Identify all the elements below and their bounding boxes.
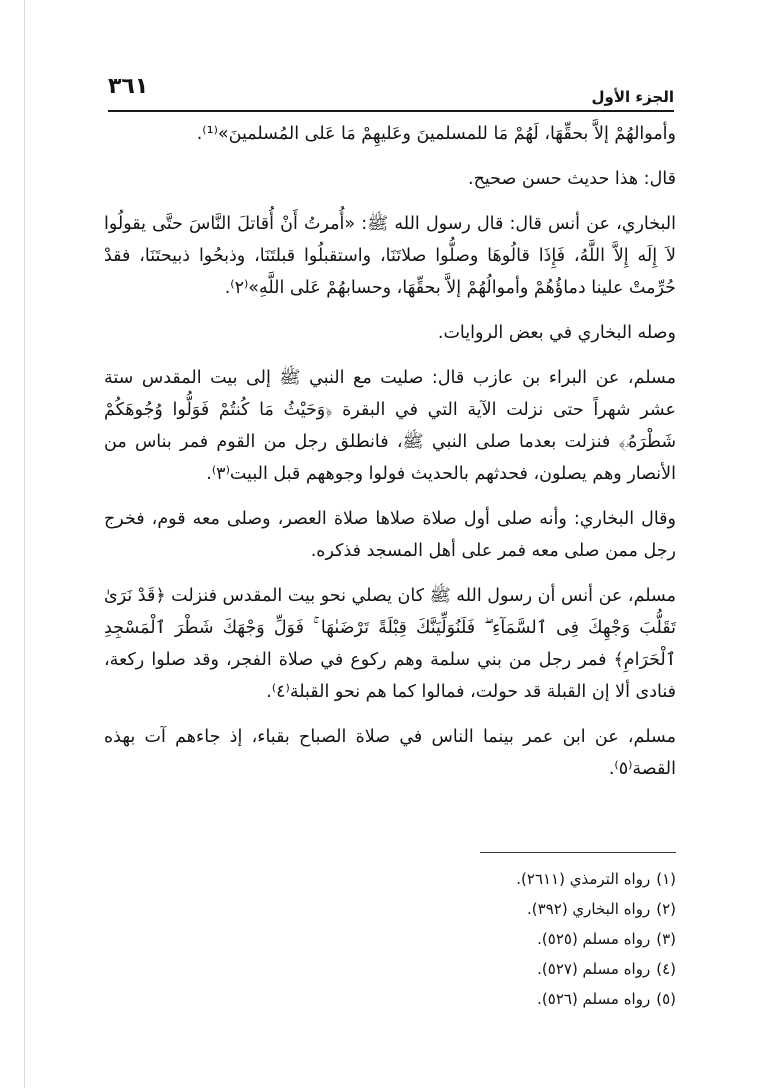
footnote-number: (٣): [656, 930, 676, 948]
footnote-text: رواه الترمذي (٢٦١١).: [516, 870, 651, 888]
paragraph-4: وصله البخاري في بعض الروايات.: [437, 323, 676, 343]
paragraph-8: مسلم، عن ابن عمر بينما الناس في صلاة الصباح بقباء، إذ جاءهم آت بهذه القصة⁽٥⁾.: [104, 727, 676, 779]
footnote-rule: [480, 852, 676, 853]
footnote-text: رواه البخاري (٣٩٢).: [527, 900, 651, 918]
footnote-number: (٢): [656, 900, 676, 918]
footnote-text: رواه مسلم (٥٢٦).: [537, 990, 651, 1008]
paragraph-6: وقال البخاري: وأنه صلى أول صلاة صلاها صلاة العصر، وصلى معه قوم، فخرج رجل ممن صلى معه فمر على أهل المسجد فذكره.: [104, 509, 676, 561]
paragraph-5: مسلم، عن البراء بن عازب قال: صليت مع النبي ﷺ إلى بيت المقدس ستة عشر شهراً حتى نزلت الآية التي في البقرة ﴿وَحَيْثُ مَا كُنتُمْ فَوَلُّوا وُجُوهَكُمْ شَطْرَهُۥ﴾ فنزلت بعدما صلى النبي ﷺ، فانطلق رجل من القوم فمر بناس من الأنصار وهم يصلون، فحدثهم بالحديث فولوا وجوههم قبل البيت⁽٣⁾.: [104, 368, 676, 484]
footnotes: [376, 864, 676, 1014]
footnote-item: [376, 864, 676, 894]
footnote-text: رواه مسلم (٥٢٥).: [537, 930, 651, 948]
footnote-number: (١): [656, 870, 676, 888]
footnote-item: [376, 924, 676, 954]
body-text: [104, 118, 676, 798]
footnote-text: رواه مسلم (٥٢٧).: [537, 960, 651, 978]
running-title: الجزء الأول: [591, 88, 674, 106]
page-number: ٣٦١: [108, 74, 149, 99]
page-edge-line: [24, 0, 25, 1088]
paragraph-1: وأموالهُمْ إلاَّ بحقِّهَا، لَهُمْ مَا للمسلمينَ وعَليهِمْ مَا عَلى المُسلمينَ»⁽¹⁾.: [196, 124, 676, 144]
paragraph-3: البخاري، عن أنس قال: قال رسول الله ﷺ: «أُمرتُ أَنْ أُقاتلَ النَّاسَ حتَّى يقولُوا لاَ إِلَه إِلاَّ اللَّهُ، فَإِذَا قالُوهَا وصلُّوا صلاتَنَا، واستقبلُوا قبلتَنَا، وذبحُوا ذبيحتَنَا، فقدْ حُرِّمتْ علينا دماؤُهُمْ وأموالُهُمْ إلاَّ بحقِّهَا، وحسابهُمْ عَلى اللَّهِ»⁽٢⁾.: [104, 214, 676, 298]
footnote-item: [376, 984, 676, 1014]
footnote-item: [376, 894, 676, 924]
page-header: [108, 74, 674, 108]
footnote-item: [376, 954, 676, 984]
footnote-number: (٥): [656, 990, 676, 1008]
paragraph-7: مسلم، عن أنس أن رسول الله ﷺ كان يصلي نحو بيت المقدس فنزلت ﴿قَدْ نَرَىٰ تَقَلُّبَ وَجْهِكَ فِى ٱلسَّمَآءِ ۖ فَلَنُوَلِّيَنَّكَ قِبْلَةً تَرْضَىٰهَا ۚ فَوَلِّ وَجْهَكَ شَطْرَ ٱلْمَسْجِدِ ٱلْحَرَامِ﴾ فمر رجل من بني سلمة وهم ركوع في صلاة الفجر، وقد صلوا ركعة، فنادى ألا إن القبلة قد حولت، فمالوا كما هم نحو القبلة⁽٤⁾.: [104, 586, 676, 702]
footnote-number: (٤): [656, 960, 676, 978]
paragraph-2: قال: هذا حديث حسن صحيح.: [468, 169, 676, 189]
header-rule: [108, 110, 674, 112]
